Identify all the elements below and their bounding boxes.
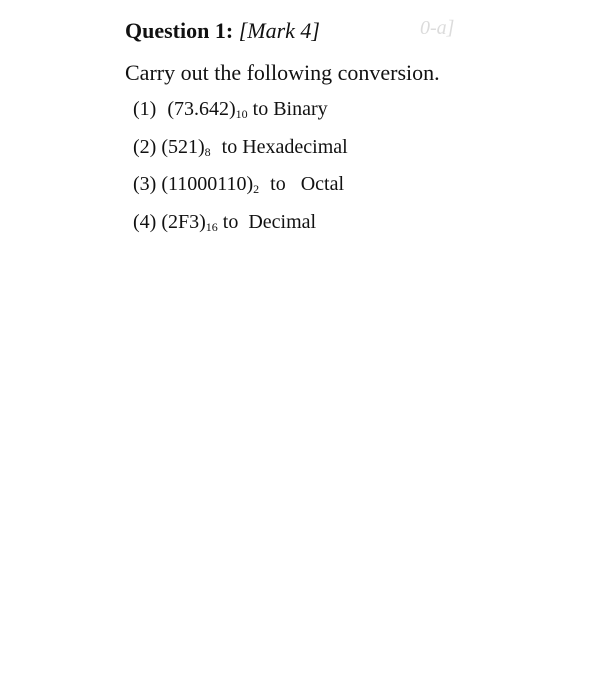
item-base: 8 [204,144,211,159]
item-value: (73.642) [167,98,236,120]
item-base: 16 [205,219,218,234]
conversion-item-1 [133,96,348,134]
watermark-text: 0-a] [420,17,455,39]
item-number: (1) [133,98,157,120]
question-label: Question 1: [125,18,234,43]
instruction-text: Carry out the following conversion. [125,60,440,85]
question-mark: [Mark 4] [238,18,320,43]
question-heading [125,16,320,46]
item-number: (2) [133,135,157,158]
item-base: 10 [235,107,248,121]
item-target: to Decimal [222,210,317,233]
item-target: to Binary [252,98,328,120]
conversion-item-3 [133,171,348,209]
conversion-item-2 [133,134,348,172]
item-value: (521) [161,135,205,158]
item-value: (2F3) [161,210,206,233]
item-number: (3) [133,173,157,195]
item-number: (4) [133,210,157,233]
conversion-list [133,96,348,246]
item-target: to Hexadecimal [221,135,348,158]
item-value: (11000110) [161,173,254,195]
item-base: 2 [253,182,260,196]
item-target: to Octal [270,173,345,195]
conversion-item-4 [133,209,348,247]
